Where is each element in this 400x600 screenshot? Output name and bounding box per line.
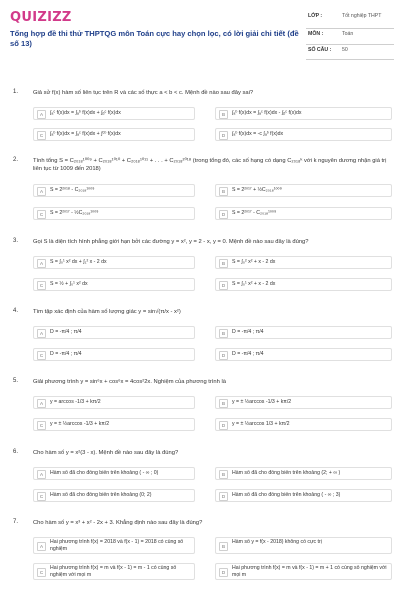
answer-option-a[interactable] xyxy=(33,396,195,409)
answer-option-c[interactable] xyxy=(33,207,195,220)
option-text: Hàm số đã cho đồng biến trên khoảng (2; + ∞ ) xyxy=(232,470,341,476)
option-letter: C xyxy=(37,210,46,219)
option-text: Hai phương trình f(x) = m và f(x - 1) = m - 1 có cùng số nghiệm với mọi m xyxy=(50,565,177,578)
answer-option-b[interactable] xyxy=(215,537,392,554)
option-letter: C xyxy=(37,351,46,360)
question-number: 1. xyxy=(13,89,19,95)
answer-option-b[interactable] xyxy=(215,326,392,339)
option-letter: A xyxy=(37,329,46,338)
option-text: ∫ₐᵇ f(x)dx = ∫ₐᶜ f(x)dx + ∫ᶜᵇ f(x)dx xyxy=(50,131,121,137)
answer-option-c[interactable] xyxy=(33,128,195,141)
option-letter: D xyxy=(219,210,228,219)
info-key: MÔN : xyxy=(308,31,324,37)
option-letter: D xyxy=(219,131,228,140)
quizizz-logo: QUIZIZZ xyxy=(10,10,72,25)
option-text: ∫ₐᵇ f(x)dx = -c ∫ₐᵇ f(x)dx xyxy=(232,131,284,137)
answer-option-d[interactable] xyxy=(215,348,392,361)
answer-option-a[interactable] xyxy=(33,184,195,197)
option-letter: B xyxy=(219,542,228,551)
option-letter: A xyxy=(37,110,46,119)
question-number: 7. xyxy=(13,519,19,525)
option-letter: B xyxy=(219,187,228,196)
option-text: D = -π/4 ; π/4 xyxy=(232,351,264,357)
question-text: Tìm tập xác định của hàm số lượng giác y = sin√(π/x - x²) xyxy=(33,309,181,315)
answer-option-b[interactable] xyxy=(215,467,392,480)
option-letter: C xyxy=(37,421,46,430)
option-text: D = -π/4 ; π/4 xyxy=(50,351,82,357)
option-letter: D xyxy=(219,281,228,290)
option-text: y = ± ½arccos -1/3 + kπ/2 xyxy=(50,421,110,427)
answer-option-c[interactable] xyxy=(33,278,195,291)
option-letter: A xyxy=(37,470,46,479)
info-row-question-count xyxy=(306,45,394,60)
answer-option-d[interactable] xyxy=(215,278,392,291)
option-letter: A xyxy=(37,259,46,268)
worksheet-title: Tổng hợp đề thi thử THPTQG môn Toán cực hay chọn lọc, có lời giải chi tiết (đề số 13) xyxy=(10,29,299,48)
answer-option-c[interactable] xyxy=(33,563,195,580)
option-letter: D xyxy=(219,492,228,501)
info-key: LỚP : xyxy=(308,13,323,19)
option-text: D = -π/4 ; π/4 xyxy=(232,329,264,335)
option-text: Hàm số đã cho đồng biến trên khoảng ( - ∞ ; 0) xyxy=(50,470,159,476)
option-letter: D xyxy=(219,568,228,577)
option-letter: A xyxy=(37,399,46,408)
worksheet-info-panel xyxy=(306,11,394,60)
answer-option-d[interactable] xyxy=(215,418,392,431)
question-number: 4. xyxy=(13,308,19,314)
option-text: Hai phương trình f(x) = 2018 và f(x - 1) = 2018 có cùng số nghiệm xyxy=(50,539,184,552)
answer-option-d[interactable] xyxy=(215,207,392,220)
option-letter: B xyxy=(219,399,228,408)
option-text: S = 2²⁰¹⁸ - C₂₀₁₈¹⁰⁰⁹ xyxy=(50,187,95,193)
option-text: Hai phương trình f(x) = m và f(x - 1) = m + 1 có cùng số nghiệm với mọi m xyxy=(232,565,387,578)
option-letter: B xyxy=(219,329,228,338)
option-text: S = ∫₀¹ x² dx + ∫₁² x - 2 dx xyxy=(50,259,107,265)
option-letter: B xyxy=(219,259,228,268)
option-letter: A xyxy=(37,187,46,196)
answer-option-d[interactable] xyxy=(215,128,392,141)
question-text: Tính tổng S = C₂₀₁₈¹⁰⁰⁹ + C₂₀₁₈¹⁰¹⁰ + C₂₀₁₈¹⁰¹¹ + . . . + C₂₀₁₈²⁰¹⁸ (trong tổng đó, các số hạng có dạng C₂₀₁₈ᵏ với k nguyên dương nhận giá trị liên tục từ 1009 đến 2018) xyxy=(33,158,387,172)
question-text: Cho hàm số y = x²(3 - x). Mệnh đề nào sau đây là đúng? xyxy=(33,450,179,456)
answer-option-b[interactable] xyxy=(215,184,392,197)
option-text: y = ± ½arccos 1/3 + kπ/2 xyxy=(232,421,290,427)
answer-option-c[interactable] xyxy=(33,418,195,431)
option-letter: D xyxy=(219,421,228,430)
option-text: S = 2²⁰¹⁷ - ½C₂₀₁₈¹⁰⁰⁹ xyxy=(50,210,99,216)
option-letter: C xyxy=(37,131,46,140)
question-number: 2. xyxy=(13,157,19,163)
answer-option-b[interactable] xyxy=(215,256,392,269)
info-row-class xyxy=(306,11,394,29)
option-text: S = 2²⁰¹⁷ - C₂₀₁₈¹⁰⁰⁹ xyxy=(232,210,277,216)
answer-option-b[interactable] xyxy=(215,396,392,409)
answer-option-c[interactable] xyxy=(33,489,195,502)
info-value: Tốt nghiệp THPT xyxy=(342,13,382,19)
option-text: Hàm số đã cho đồng biến trên khoảng ( - ∞ ; 3) xyxy=(232,492,341,498)
option-letter: D xyxy=(219,351,228,360)
answer-option-c[interactable] xyxy=(33,348,195,361)
question-text: Gọi S là diện tích hình phẳng giới hạn bởi các đường y = x², y = 2 - x, y = 0. Mệnh đề nào sau đây là đúng? xyxy=(33,239,309,245)
option-text: Hàm số đã cho đồng biến trên khoảng (0; 2) xyxy=(50,492,152,498)
answer-option-a[interactable] xyxy=(33,326,195,339)
question-text: Cho hàm số y = x³ + x² - 2x + 3. Khẳng định nào sau đây là đúng? xyxy=(33,520,203,526)
option-letter: C xyxy=(37,281,46,290)
question-number: 5. xyxy=(13,378,19,384)
answer-option-a[interactable] xyxy=(33,537,195,554)
option-letter: B xyxy=(219,110,228,119)
question-number: 6. xyxy=(13,449,19,455)
info-row-subject xyxy=(306,29,394,45)
info-key: SỐ CÂU : xyxy=(308,47,332,53)
option-text: y = ± ½arccos -1/3 + kπ/2 xyxy=(232,399,292,405)
answer-option-b[interactable] xyxy=(215,107,392,120)
option-letter: C xyxy=(37,492,46,501)
option-text: S = ½ + ∫₀¹ x² dx xyxy=(50,281,88,287)
option-text: S = ∫₀² x² + x - 2 dx xyxy=(232,259,276,265)
option-text: Hàm số y = f(x - 2018) không có cực trị xyxy=(232,539,322,545)
question-number: 3. xyxy=(13,238,19,244)
info-value: Toán xyxy=(342,31,354,37)
info-value: 50 xyxy=(342,47,348,53)
option-text: S = 2²⁰¹⁷ + ½C₂₀₁₈¹⁰⁰⁹ xyxy=(232,187,282,193)
option-text: D = -π/4 ; π/4 xyxy=(50,329,82,335)
option-text: S = ∫₀¹ x² + x - 2 dx xyxy=(232,281,276,287)
answer-option-a[interactable] xyxy=(33,467,195,480)
answer-option-a[interactable] xyxy=(33,107,195,120)
option-text: ∫ₐᵇ f(x)dx = ∫ₐᶜ f(x)dx - ∫ᵦᶜ f(x)dx xyxy=(232,110,302,116)
question-text: Giải phương trình y = sin⁶x + cos⁶x = 4cos²2x. Nghiệm của phương trình là xyxy=(33,379,227,385)
option-text: ∫ₐᶜ f(x)dx = ∫ₐᵇ f(x)dx + ∫ᵦᶜ f(x)dx xyxy=(50,110,121,116)
option-letter: B xyxy=(219,470,228,479)
answer-option-a[interactable] xyxy=(33,256,195,269)
question-text: Giả sử f(x) hàm số liên tục trên R và các số thực a < b < c. Mệnh đề nào sau đây sai? xyxy=(33,90,254,96)
answer-option-d[interactable] xyxy=(215,563,392,580)
option-letter: C xyxy=(37,568,46,577)
option-text: y = arccos -1/3 + kπ/2 xyxy=(50,399,101,405)
option-letter: A xyxy=(37,542,46,551)
answer-option-d[interactable] xyxy=(215,489,392,502)
